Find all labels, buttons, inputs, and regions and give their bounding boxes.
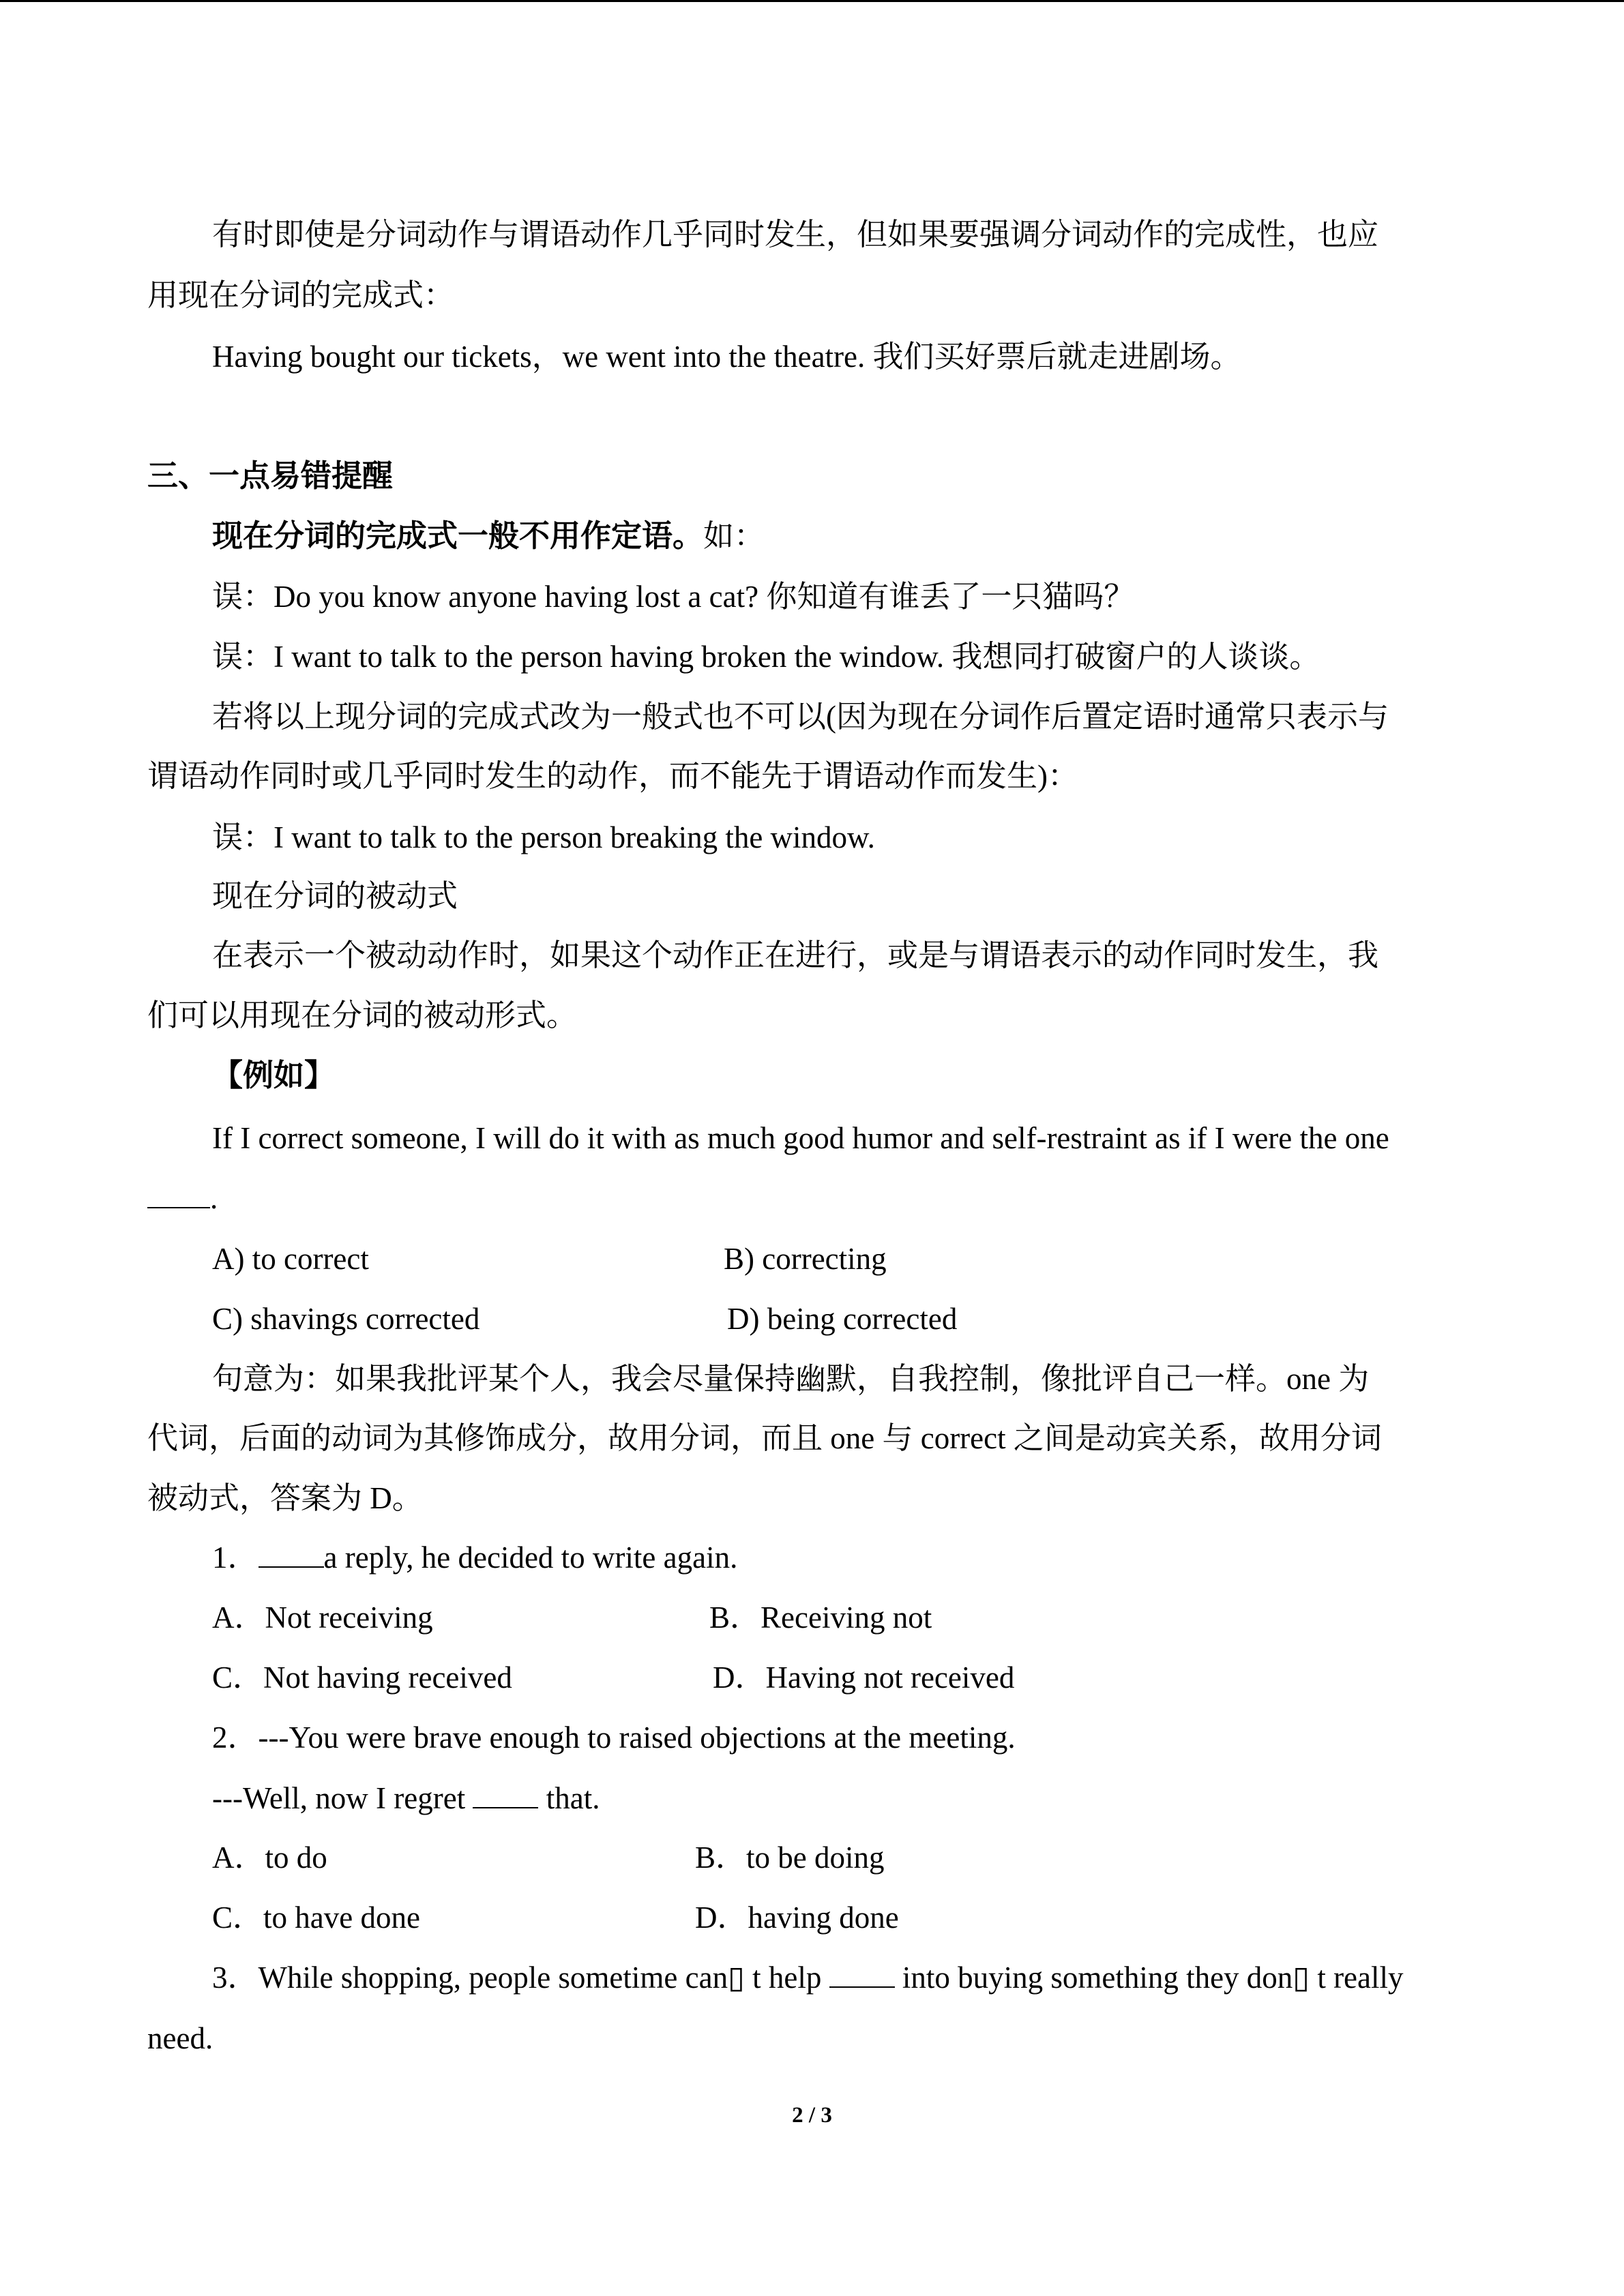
example-option-a: A) to correct — [212, 1242, 369, 1276]
wrong-example-1: 误：Do you know anyone having lost a cat? 你知道有谁丢了一只猫吗？ — [212, 580, 1135, 614]
page-number: 2 / 3 — [792, 2103, 832, 2128]
explain-line1: 句意为：如果我批评某个人，我会尽量保持幽默，自我控制，像批评自己一样。one 为 — [212, 1362, 1370, 1396]
q2-line2 — [212, 1779, 600, 1817]
q1-stem-text: a reply, he decided to write again. — [323, 1540, 738, 1575]
q3-line2: need. — [147, 2021, 213, 2055]
q2-option-c: C．to have done — [212, 1900, 420, 1935]
section3-rule-bold: 现在分词的完成式一般不用作定语。 — [212, 519, 704, 553]
section3-rule — [212, 517, 765, 555]
q1-blank — [259, 1539, 324, 1568]
q3-blank — [829, 1959, 895, 1988]
q1-option-b: B．Receiving not — [709, 1600, 932, 1635]
q2-line2-before: ---Well, now I regret — [212, 1781, 473, 1815]
answer-blank — [147, 1180, 210, 1208]
q1-option-a: A．Not receiving — [212, 1600, 433, 1635]
para1-example: Having bought our tickets，we went into the theatre. 我们买好票后就走进剧场。 — [212, 340, 1241, 374]
explain-line3: 被动式，答案为 D。 — [147, 1481, 423, 1515]
example-stem-end: . — [210, 1181, 218, 1215]
section3-rule-tail: 如： — [703, 519, 765, 553]
q1-number: 1． — [212, 1540, 259, 1575]
q3-line1-before: 3．While shopping, people sometime can▯ t help — [212, 1960, 829, 1995]
q3-line1-after: into buying something they don▯ t really — [894, 1960, 1404, 1995]
q2-line1: 2．---You were brave enough to raised objections at the meeting. — [212, 1720, 1016, 1755]
passive-line1: 在表示一个被动动作时，如果这个动作正在进行，或是与谓语表示的动作同时发生，我 — [212, 938, 1379, 972]
q2-option-b: B．to be doing — [695, 1840, 885, 1875]
q2-option-d: D．having done — [695, 1900, 899, 1935]
passive-line2: 们可以用现在分词的被动形式。 — [147, 998, 578, 1032]
q1-option-d: D．Having not received — [713, 1660, 1015, 1695]
example-option-c: C) shavings corrected — [212, 1302, 480, 1336]
example-stem-line2 — [147, 1179, 218, 1217]
q1-option-c: C．Not having received — [212, 1660, 512, 1695]
q1-stem — [212, 1538, 737, 1577]
example-label: 【例如】 — [212, 1058, 336, 1092]
q2-blank — [473, 1780, 538, 1808]
q3-line1 — [212, 1958, 1404, 1997]
example-option-d: D) being corrected — [727, 1302, 958, 1336]
passive-title: 现在分词的被动式 — [212, 879, 458, 913]
explain-line2: 代词，后面的动词为其修饰成分，故用分词，而且 one 与 correct 之间是动宾关系，故用分词 — [147, 1421, 1382, 1455]
top-border-rule — [0, 0, 1624, 2]
example-option-b: B) correcting — [724, 1242, 887, 1276]
q2-option-a: A．to do — [212, 1840, 327, 1875]
note-line2: 谓语动作同时或几乎同时发生的动作，而不能先于谓语动作而发生)： — [147, 759, 1078, 793]
wrong-example-2: 误：I want to talk to the person having broken the window. 我想同打破窗户的人谈谈。 — [212, 640, 1320, 674]
q2-line2-after: that. — [538, 1781, 600, 1815]
example-stem-line1: If I correct someone, I will do it with as much good humor and self-restraint as if I were the one — [212, 1121, 1389, 1155]
para1-line2: 用现在分词的完成式： — [147, 278, 455, 312]
wrong-example-3: 误：I want to talk to the person breaking the window. — [212, 820, 875, 854]
note-line1: 若将以上现分词的完成式改为一般式也不可以(因为现在分词作后置定语时通常只表示与 — [212, 700, 1389, 734]
section3-heading: 三、一点易错提醒 — [147, 459, 394, 493]
para1-line1: 有时即使是分词动作与谓语动作几乎同时发生，但如果要强调分词动作的完成性，也应 — [212, 218, 1379, 252]
